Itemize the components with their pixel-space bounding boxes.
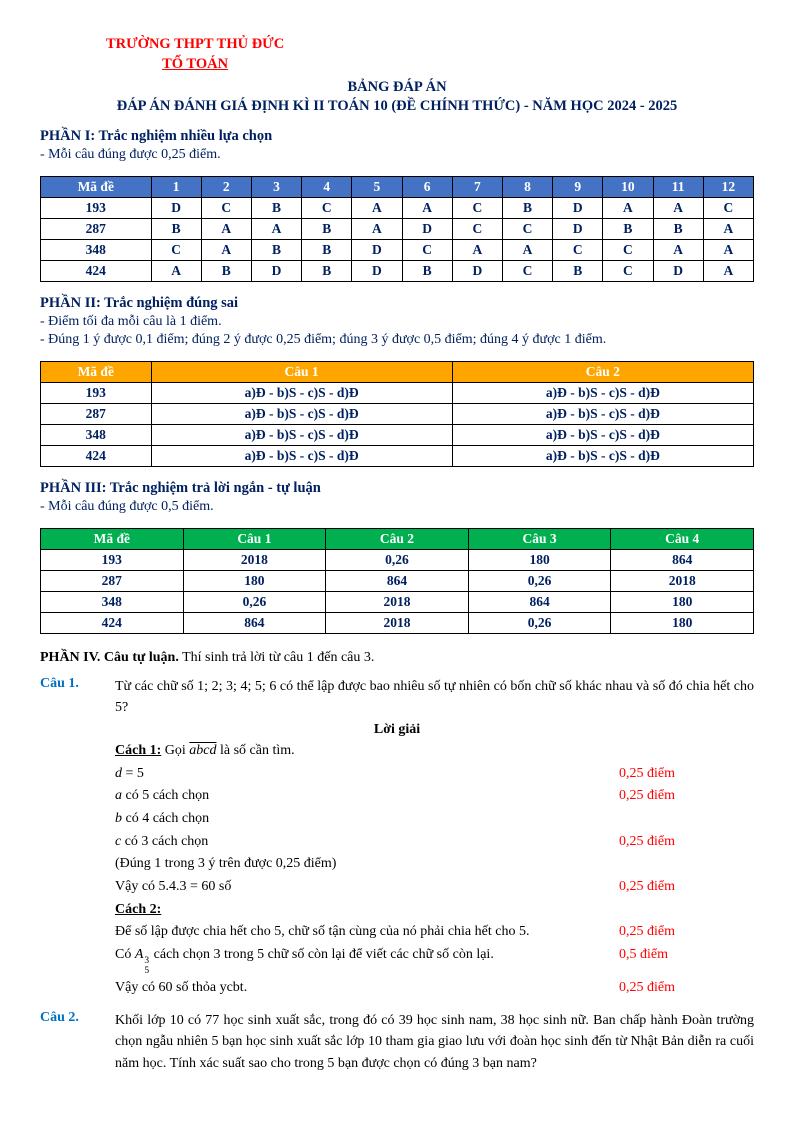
answer-cell: D bbox=[553, 218, 603, 239]
table-row bbox=[41, 260, 754, 281]
answer-cell: D bbox=[653, 260, 703, 281]
answer-cell: A bbox=[352, 218, 402, 239]
table-header-cell: Mã đề bbox=[41, 528, 184, 549]
answer-cell: B bbox=[653, 218, 703, 239]
table-row bbox=[41, 549, 754, 570]
solution-line bbox=[115, 921, 754, 944]
answer-cell: a)Đ - b)S - c)S - d)Đ bbox=[452, 382, 753, 403]
exam-code-cell: 193 bbox=[41, 197, 152, 218]
part2-answer-table bbox=[40, 361, 754, 467]
exam-code-cell: 287 bbox=[41, 570, 184, 591]
part1-answer-table bbox=[40, 176, 754, 282]
table-header-cell: 10 bbox=[603, 176, 653, 197]
exam-code-cell: 424 bbox=[41, 445, 152, 466]
part4-heading-rest: Thí sinh trả lời từ câu 1 đến câu 3. bbox=[182, 649, 375, 665]
answer-cell: C bbox=[452, 197, 502, 218]
table-header-cell: 9 bbox=[553, 176, 603, 197]
answer-cell: a)Đ - b)S - c)S - d)Đ bbox=[151, 382, 452, 403]
cach1-intro-post: là số cần tìm. bbox=[216, 742, 295, 758]
table-header-cell: 2 bbox=[201, 176, 251, 197]
part2-section bbox=[40, 295, 754, 467]
abcd-variable: abcd bbox=[189, 742, 217, 758]
superscript: 3 bbox=[144, 956, 150, 967]
answer-cell: C bbox=[603, 239, 653, 260]
question-1-label: Câu 1. bbox=[40, 675, 79, 691]
solution-line bbox=[115, 977, 754, 1000]
answer-cell: A bbox=[151, 260, 201, 281]
answer-cell: C bbox=[502, 218, 552, 239]
answer-cell: 180 bbox=[611, 591, 754, 612]
points-label: 0,5 điểm bbox=[619, 947, 668, 963]
answer-cell: A bbox=[402, 197, 452, 218]
answer-cell: C bbox=[201, 197, 251, 218]
answer-cell: C bbox=[402, 239, 452, 260]
exam-code-cell: 348 bbox=[41, 424, 152, 445]
part1-note: - Mỗi câu đúng được 0,25 điểm. bbox=[40, 146, 221, 162]
cach1-intro-line bbox=[115, 740, 754, 763]
table-header-cell: 5 bbox=[352, 176, 402, 197]
math-variable: a bbox=[115, 788, 122, 804]
answer-cell: C bbox=[452, 218, 502, 239]
points-label bbox=[619, 808, 754, 831]
department-name: TỔ TOÁN bbox=[162, 56, 229, 73]
answer-cell: B bbox=[302, 260, 352, 281]
cach1-intro-pre: Gọi bbox=[164, 742, 190, 758]
answer-cell: C bbox=[553, 239, 603, 260]
answer-cell: 864 bbox=[326, 570, 469, 591]
exam-code-cell: 193 bbox=[41, 382, 152, 403]
part2-note-1: - Điểm tối đa mỗi câu là 1 điểm. bbox=[40, 313, 222, 329]
exam-code-cell: 348 bbox=[41, 239, 152, 260]
answer-cell: B bbox=[603, 218, 653, 239]
table-header-cell: 11 bbox=[653, 176, 703, 197]
answer-cell: 0,26 bbox=[326, 549, 469, 570]
solution-text-part: có 3 cách chọn bbox=[121, 833, 209, 849]
part3-note: - Mỗi câu đúng được 0,5 điểm. bbox=[40, 498, 214, 514]
answer-cell: D bbox=[452, 260, 502, 281]
solution-text-part: = 5 bbox=[122, 765, 144, 781]
answer-cell: D bbox=[352, 239, 402, 260]
table-header-cell: 12 bbox=[703, 176, 753, 197]
table-row bbox=[41, 445, 754, 466]
solution-text bbox=[115, 876, 619, 899]
solution-line bbox=[115, 831, 754, 854]
table-header-cell: Câu 1 bbox=[183, 528, 326, 549]
solution-line bbox=[115, 763, 754, 786]
answer-cell: C bbox=[703, 197, 753, 218]
solution-text bbox=[115, 921, 619, 944]
answer-cell: B bbox=[251, 197, 301, 218]
table-header-cell: Câu 2 bbox=[452, 361, 753, 382]
part1-heading: PHẦN I: Trắc nghiệm nhiều lựa chọn bbox=[40, 127, 273, 144]
answer-cell: A bbox=[703, 218, 753, 239]
table-header-row bbox=[41, 361, 754, 382]
exam-code-cell: 287 bbox=[41, 403, 152, 424]
arrangement-indices bbox=[144, 957, 149, 977]
answer-cell: C bbox=[151, 239, 201, 260]
table-header-cell: Câu 4 bbox=[611, 528, 754, 549]
answer-cell: A bbox=[653, 239, 703, 260]
answer-cell: 2018 bbox=[326, 612, 469, 633]
answer-cell: A bbox=[201, 239, 251, 260]
solution-text-part: có 5 cách chọn bbox=[122, 788, 210, 804]
solution-line bbox=[115, 808, 754, 831]
answer-cell: A bbox=[452, 239, 502, 260]
answer-cell: 864 bbox=[468, 591, 611, 612]
answer-cell: A bbox=[251, 218, 301, 239]
table-row bbox=[41, 424, 754, 445]
subscript: 5 bbox=[144, 965, 150, 976]
part4-heading bbox=[40, 650, 754, 666]
solution-text-part: Vậy có 60 số thỏa ycbt. bbox=[115, 979, 248, 995]
answer-cell: D bbox=[402, 218, 452, 239]
answer-cell: B bbox=[151, 218, 201, 239]
cach1-intro-text bbox=[115, 740, 754, 763]
table-header-row bbox=[41, 528, 754, 549]
table-row bbox=[41, 612, 754, 633]
solution-text bbox=[115, 808, 619, 831]
answer-cell: 864 bbox=[183, 612, 326, 633]
answer-cell: A bbox=[653, 197, 703, 218]
table-header-cell: Câu 1 bbox=[151, 361, 452, 382]
table-row bbox=[41, 382, 754, 403]
points-label bbox=[619, 853, 754, 876]
answer-cell: B bbox=[201, 260, 251, 281]
cach2-label: Cách 2: bbox=[115, 901, 162, 917]
solution-text-part: có 4 cách chọn bbox=[122, 810, 210, 826]
table-header-cell: 8 bbox=[502, 176, 552, 197]
answer-cell: B bbox=[251, 239, 301, 260]
answer-cell: a)Đ - b)S - c)S - d)Đ bbox=[452, 445, 753, 466]
points-label: 0,25 điểm bbox=[619, 879, 675, 894]
answer-cell: 2018 bbox=[183, 549, 326, 570]
points-label: 0,25 điểm bbox=[619, 924, 675, 940]
answer-cell: C bbox=[502, 260, 552, 281]
table-row bbox=[41, 591, 754, 612]
table-header-cell: 3 bbox=[251, 176, 301, 197]
points-label: 0,25 điểm bbox=[619, 788, 675, 804]
answer-cell: a)Đ - b)S - c)S - d)Đ bbox=[151, 424, 452, 445]
exam-code-cell: 424 bbox=[41, 612, 184, 633]
answer-cell: C bbox=[603, 260, 653, 281]
table-header-cell: Mã đề bbox=[41, 361, 152, 382]
exam-code-cell: 287 bbox=[41, 218, 152, 239]
answer-cell: 180 bbox=[468, 549, 611, 570]
table-header-cell: Câu 3 bbox=[468, 528, 611, 549]
table-header-cell: Mã đề bbox=[41, 176, 152, 197]
answer-cell: D bbox=[151, 197, 201, 218]
exam-code-cell: 348 bbox=[41, 591, 184, 612]
solution-line bbox=[115, 785, 754, 808]
answer-cell: 864 bbox=[611, 549, 754, 570]
answer-cell: B bbox=[302, 239, 352, 260]
table-row bbox=[41, 239, 754, 260]
document-header bbox=[40, 34, 754, 115]
part2-note-2: - Đúng 1 ý được 0,1 điểm; đúng 2 ý được 0,25 điểm; đúng 3 ý được 0,5 điểm; đúng 4 ý được 1 điểm. bbox=[40, 331, 607, 347]
question-2 bbox=[40, 1010, 754, 1075]
solution-cau1 bbox=[115, 740, 754, 1000]
table-header-cell: 7 bbox=[452, 176, 502, 197]
solution-text-part: cách chọn 3 trong 5 chữ số còn lại để viết các chữ số còn lại. bbox=[150, 947, 494, 963]
table-row bbox=[41, 197, 754, 218]
cach2-label-wrap bbox=[115, 899, 754, 922]
arrangement-symbol: A bbox=[134, 947, 144, 963]
exam-code-cell: 193 bbox=[41, 549, 184, 570]
exam-code-cell: 424 bbox=[41, 260, 152, 281]
doc-subtitle: ĐÁP ÁN ĐÁNH GIÁ ĐỊNH KÌ II TOÁN 10 (ĐỀ CHÍNH THỨC) - NĂM HỌC 2024 - 2025 bbox=[116, 97, 678, 114]
table-row bbox=[41, 403, 754, 424]
part3-heading: PHẦN III: Trắc nghiệm trả lời ngắn - tự luận bbox=[40, 479, 321, 496]
cach2-label-line bbox=[115, 899, 754, 922]
solution-text-part: (Đúng 1 trong 3 ý trên được 0,25 điểm) bbox=[115, 856, 337, 872]
school-name: TRƯỜNG THPT THỦ ĐỨC bbox=[106, 36, 285, 52]
solution-text bbox=[115, 763, 619, 786]
solution-text bbox=[115, 853, 619, 876]
part3-answer-table bbox=[40, 528, 754, 634]
answer-cell: a)Đ - b)S - c)S - d)Đ bbox=[151, 403, 452, 424]
cach1-label: Cách 1: bbox=[115, 742, 162, 758]
solution-line bbox=[115, 944, 754, 977]
table-header-row bbox=[41, 176, 754, 197]
part2-heading: PHẦN II: Trắc nghiệm đúng sai bbox=[40, 294, 239, 311]
answer-cell: 0,26 bbox=[468, 570, 611, 591]
solution-line bbox=[115, 876, 754, 899]
answer-cell: A bbox=[603, 197, 653, 218]
math-variable: d bbox=[115, 765, 122, 781]
school-block bbox=[106, 34, 284, 75]
answer-cell: A bbox=[502, 239, 552, 260]
answer-cell: 0,26 bbox=[468, 612, 611, 633]
solution-text-part: Vậy có 5.4.3 = 60 số bbox=[115, 879, 232, 894]
points-label: 0,25 điểm bbox=[619, 833, 675, 849]
solution-title: Lời giải bbox=[373, 721, 421, 737]
solution-text bbox=[115, 977, 619, 1000]
part4-heading-bold: PHẦN IV. Câu tự luận. bbox=[40, 649, 179, 665]
answer-cell: A bbox=[703, 260, 753, 281]
answer-cell: A bbox=[703, 239, 753, 260]
answer-cell: D bbox=[553, 197, 603, 218]
table-row bbox=[41, 218, 754, 239]
question-1 bbox=[40, 676, 754, 719]
question-2-text: Khối lớp 10 có 77 học sinh xuất sắc, trong đó có 39 học sinh nam, 38 học sinh nữ. Ban chấp hành Đoàn trường chọn ngẫu nhiên 5 bạn học sinh xuất sắc lớp 10 tham gia giao lưu với đoàn học sinh đến từ Nhật Bản diễn ra cuối năm học. Tính xác suất sao cho trong 5 bạn được chọn có đúng 3 bạn nam? bbox=[115, 1012, 754, 1071]
question-2-label: Câu 2. bbox=[40, 1009, 79, 1025]
answer-cell: 180 bbox=[183, 570, 326, 591]
answer-cell: 0,26 bbox=[183, 591, 326, 612]
answer-cell: A bbox=[201, 218, 251, 239]
points-label: 0,25 điểm bbox=[619, 765, 675, 781]
solution-text bbox=[115, 785, 619, 808]
answer-cell: 180 bbox=[611, 612, 754, 633]
part1-section bbox=[40, 128, 754, 282]
solution-text bbox=[115, 831, 619, 854]
math-variable: b bbox=[115, 810, 122, 826]
solution-text-part: Để số lập được chia hết cho 5, chữ số tận cùng của nó phải chia hết cho 5. bbox=[115, 924, 530, 940]
table-header-cell: 4 bbox=[302, 176, 352, 197]
table-header-cell: 6 bbox=[402, 176, 452, 197]
answer-cell: A bbox=[352, 197, 402, 218]
points-label: 0,25 điểm bbox=[619, 979, 675, 995]
solution-line bbox=[115, 853, 754, 876]
solution-text-part: Có bbox=[115, 947, 135, 963]
answer-cell: B bbox=[502, 197, 552, 218]
question-1-text: Từ các chữ số 1; 2; 3; 4; 5; 6 có thể lập được bao nhiêu số tự nhiên có bốn chữ số khác nhau và số đó chia hết cho 5? bbox=[115, 678, 754, 716]
part4-section bbox=[40, 650, 754, 1075]
table-row bbox=[41, 570, 754, 591]
answer-cell: B bbox=[402, 260, 452, 281]
solution-text bbox=[115, 944, 619, 977]
answer-cell: B bbox=[302, 218, 352, 239]
answer-cell: 2018 bbox=[611, 570, 754, 591]
answer-cell: 2018 bbox=[326, 591, 469, 612]
table-header-cell: Câu 2 bbox=[326, 528, 469, 549]
table-header-cell: 1 bbox=[151, 176, 201, 197]
answer-cell: a)Đ - b)S - c)S - d)Đ bbox=[452, 403, 753, 424]
answer-cell: a)Đ - b)S - c)S - d)Đ bbox=[452, 424, 753, 445]
answer-cell: a)Đ - b)S - c)S - d)Đ bbox=[151, 445, 452, 466]
answer-cell: B bbox=[553, 260, 603, 281]
answer-cell: C bbox=[302, 197, 352, 218]
part3-section bbox=[40, 480, 754, 634]
answer-cell: D bbox=[352, 260, 402, 281]
doc-title: BẢNG ĐÁP ÁN bbox=[347, 78, 447, 95]
math-variable: c bbox=[115, 833, 122, 849]
answer-cell: D bbox=[251, 260, 301, 281]
